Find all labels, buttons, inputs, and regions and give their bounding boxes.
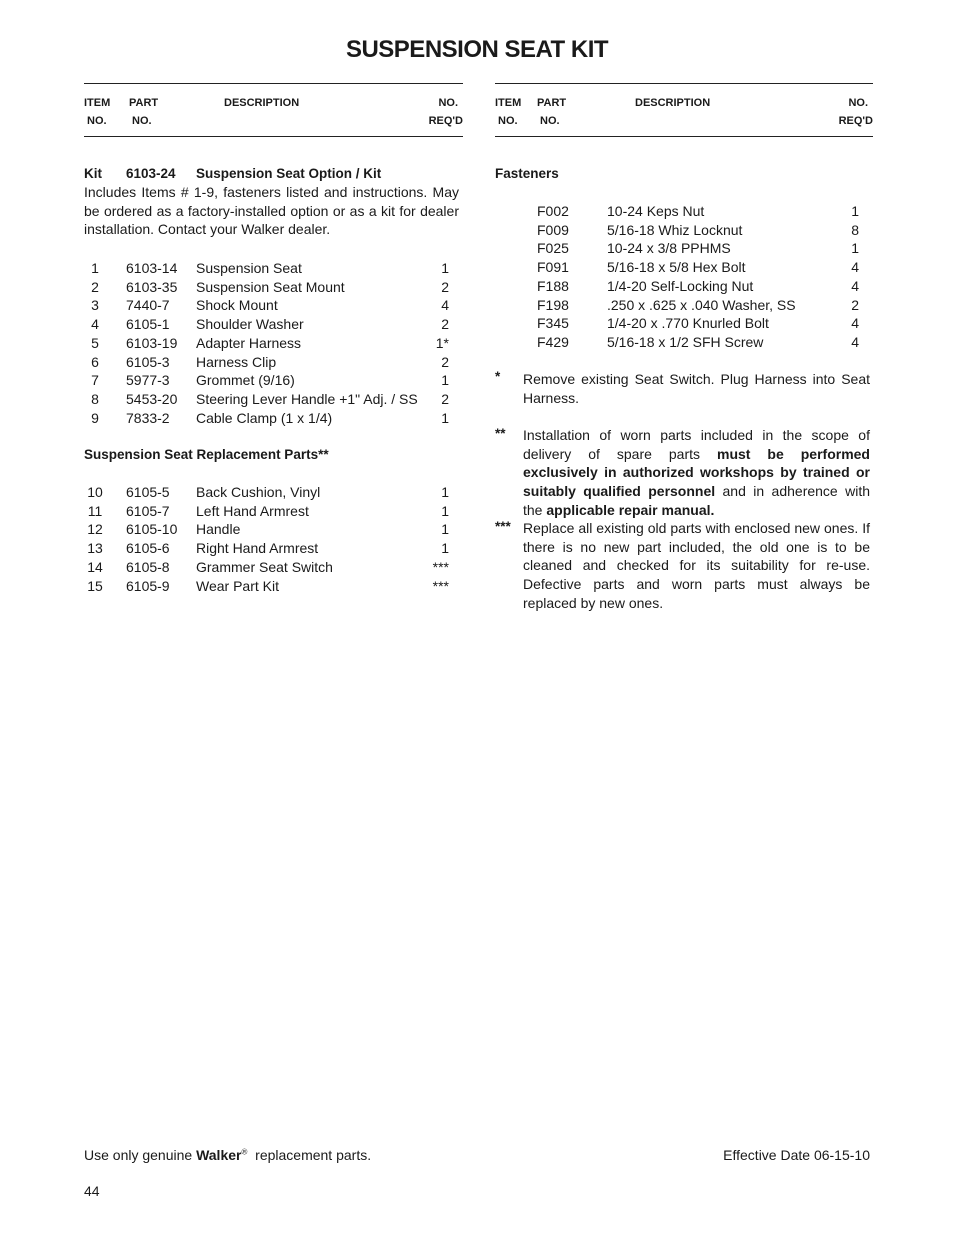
table-row [495, 277, 873, 295]
cell-part: F009 [537, 221, 569, 238]
cell-part: 6105-1 [126, 316, 170, 333]
cell-item: 5 [91, 334, 99, 351]
cell-item: 7 [91, 372, 99, 389]
table-row [84, 390, 463, 408]
cell-part: 7833-2 [126, 409, 170, 426]
cell-desc: Suspension Seat Mount [196, 278, 345, 295]
cell-qty: 1 [441, 260, 449, 276]
cell-part: F198 [537, 296, 569, 313]
cell-desc: Left Hand Armrest [196, 502, 309, 519]
header-qty-reqd: REQ'D [428, 115, 463, 127]
cell-item: 3 [91, 297, 99, 314]
cell-part: F025 [537, 240, 569, 257]
cell-qty: 1 [851, 240, 859, 257]
cell-qty: 1 [441, 409, 449, 426]
table-row [495, 239, 873, 257]
cell-part: 6105-6 [126, 540, 170, 557]
cell-desc: 10-24 Keps Nut [607, 203, 705, 219]
cell-desc: Harness Clip [196, 353, 277, 370]
cell-part: 7440-7 [126, 297, 170, 314]
table-row [84, 483, 463, 501]
note-2-text [523, 426, 870, 520]
cell-qty: 1 [441, 521, 449, 538]
note-3-mark: *** [495, 519, 511, 534]
table-row [84, 278, 463, 296]
page-number: 44 [84, 1183, 100, 1199]
cell-part: 6103-35 [126, 278, 178, 295]
cell-desc: Cable Clamp (1 x 1/4) [196, 409, 333, 426]
cell-part: 6105-8 [126, 558, 170, 575]
cell-part: 6105-3 [126, 353, 170, 370]
table-row [84, 259, 463, 277]
kit-name: Suspension Seat Option / Kit [196, 166, 382, 181]
cell-part: 6105-7 [126, 502, 170, 519]
note-1-text: Remove existing Seat Switch. Plug Harness into Seat Harness. [523, 371, 870, 406]
header-qty-label: NO. [438, 97, 458, 109]
cell-desc: 5/16-18 Whiz Locknut [607, 221, 743, 238]
cell-item: 6 [91, 353, 99, 370]
cell-qty: 1 [441, 372, 449, 389]
cell-qty: 1* [435, 334, 449, 351]
kit-intro: Includes Items # 1-9, fasteners listed and instructions. May be ordered as a factory-installed option or as a kit for dealer installation. Contact your Walker dealer. [84, 184, 459, 238]
cell-desc: Wear Part Kit [196, 577, 279, 594]
cell-desc: Shock Mount [196, 297, 278, 314]
header-part-label: PART [129, 97, 159, 109]
cell-desc: 5/16-18 x 1/2 SFH Screw [607, 333, 764, 350]
table-row [84, 539, 463, 557]
cell-qty: 1 [441, 540, 449, 557]
cell-desc: Right Hand Armrest [196, 540, 319, 557]
header-item-no: NO. [87, 115, 107, 127]
header-description: DESCRIPTION [635, 97, 711, 109]
header-item-label: ITEM [495, 97, 522, 109]
cell-part: F429 [537, 333, 569, 350]
cell-part: F345 [537, 315, 569, 332]
cell-qty: 4 [851, 277, 859, 294]
cell-desc: 1/4-20 x .770 Knurled Bolt [607, 315, 769, 332]
header-part-no: NO. [540, 115, 560, 127]
cell-qty: 2 [441, 390, 449, 407]
cell-item: 2 [91, 278, 99, 295]
note-3-text: Replace all existing old parts with enclosed new ones. If there is no new part included, the old one is to be cleaned and checked for its suitability for re-use. Defective parts and worn parts must always be replaced by new ones. [523, 520, 870, 611]
kit-label: Kit [84, 166, 102, 181]
table-row [495, 314, 873, 332]
left-column [84, 83, 463, 594]
right-column [495, 83, 873, 611]
table-row [84, 558, 463, 576]
table-row [495, 221, 873, 239]
cell-qty: 4 [851, 315, 859, 332]
cell-item: 13 [87, 540, 103, 557]
cell-part: 5453-20 [126, 390, 178, 407]
note-1-mark: * [495, 369, 501, 384]
cell-qty: 4 [851, 333, 859, 350]
cell-item: 9 [91, 409, 99, 426]
cell-part: 6105-10 [126, 521, 178, 538]
table-row [495, 296, 873, 314]
cell-part: F091 [537, 259, 569, 276]
cell-item: 8 [91, 390, 99, 407]
cell-qty: 2 [441, 353, 449, 370]
footer-text-b: replacement parts. [247, 1147, 372, 1163]
cell-qty: *** [432, 558, 449, 575]
footer-effective-date: Effective Date 06-15-10 [723, 1147, 870, 1163]
cell-item: 14 [87, 558, 103, 575]
cell-part: F188 [537, 277, 569, 294]
header-part-no: NO. [132, 115, 152, 127]
table-row [495, 202, 873, 220]
cell-desc: Grammer Seat Switch [196, 558, 333, 575]
cell-qty: 1 [441, 502, 449, 519]
header-description: DESCRIPTION [224, 97, 300, 109]
cell-desc: 5/16-18 x 5/8 Hex Bolt [607, 259, 746, 276]
header-item-label: ITEM [84, 97, 111, 109]
cell-item: 11 [87, 502, 103, 519]
cell-desc: Suspension Seat [196, 260, 302, 276]
header-part-label: PART [537, 97, 567, 109]
cell-qty: *** [432, 577, 449, 594]
note-2-mark: ** [495, 426, 506, 441]
cell-qty: 4 [851, 259, 859, 276]
header-qty-label: NO. [848, 97, 868, 109]
cell-qty: 4 [441, 297, 449, 314]
table-row [84, 409, 463, 427]
cell-qty: 2 [441, 278, 449, 295]
table-row [495, 258, 873, 276]
cell-desc: 1/4-20 Self-Locking Nut [607, 277, 754, 294]
footer-brand: Walker [196, 1147, 242, 1163]
cell-qty: 2 [441, 316, 449, 333]
cell-part: F002 [537, 203, 569, 219]
header-qty-reqd: REQ'D [838, 115, 873, 127]
table-row [84, 520, 463, 538]
table-header-right [495, 83, 873, 137]
note-2-emphasis: must be performed exclusively in authorized workshops by trained or suitably qualified personnel [523, 445, 870, 500]
table-row [84, 371, 463, 389]
page-title: SUSPENSION SEAT KIT [345, 36, 609, 63]
footer-text-a: Use only genuine [84, 1147, 197, 1163]
cell-part: 6105-9 [126, 577, 170, 594]
cell-qty: 1 [851, 203, 859, 219]
table-row [84, 334, 463, 352]
cell-desc: 10-24 x 3/8 PPHMS [607, 240, 731, 257]
note-2-part-c: and in adherence with the [523, 483, 870, 518]
table-row [84, 296, 463, 314]
cell-qty: 1 [441, 484, 449, 500]
replacement-heading: Suspension Seat Replacement Parts** [84, 447, 329, 462]
cell-part: 5977-3 [126, 372, 170, 389]
cell-desc: Handle [196, 521, 241, 538]
cell-item: 15 [87, 577, 103, 594]
table-row [84, 577, 463, 595]
cell-desc: Shoulder Washer [196, 316, 304, 333]
header-item-no: NO. [498, 115, 518, 127]
table-row [495, 333, 873, 351]
cell-desc: Back Cushion, Vinyl [196, 484, 321, 500]
table-row [84, 502, 463, 520]
cell-item: 1 [91, 260, 99, 276]
cell-item: 4 [91, 316, 99, 333]
table-header-left [84, 83, 463, 137]
registered-mark: ® [241, 1147, 248, 1157]
cell-desc: Steering Lever Handle +1" Adj. / SS [196, 390, 418, 407]
table-row [84, 353, 463, 371]
cell-qty: 2 [851, 296, 859, 313]
note-2-part-a: Installation of worn parts included in the scope of delivery of spare parts [523, 427, 870, 462]
cell-part: 6103-14 [126, 260, 178, 276]
footer-genuine-parts [84, 1147, 371, 1163]
cell-item: 10 [87, 484, 103, 500]
fasteners-heading: Fasteners [495, 166, 559, 181]
note-2-manual: applicable repair manual. [546, 501, 715, 518]
table-row [84, 315, 463, 333]
cell-desc: Adapter Harness [196, 334, 302, 351]
kit-part-number: 6103-24 [126, 166, 176, 181]
cell-desc: Grommet (9/16) [196, 372, 295, 389]
cell-desc: .250 x .625 x .040 Washer, SS [607, 296, 796, 313]
cell-part: 6103-19 [126, 334, 178, 351]
cell-qty: 8 [851, 221, 859, 238]
cell-part: 6105-5 [126, 484, 170, 500]
cell-item: 12 [87, 521, 103, 538]
